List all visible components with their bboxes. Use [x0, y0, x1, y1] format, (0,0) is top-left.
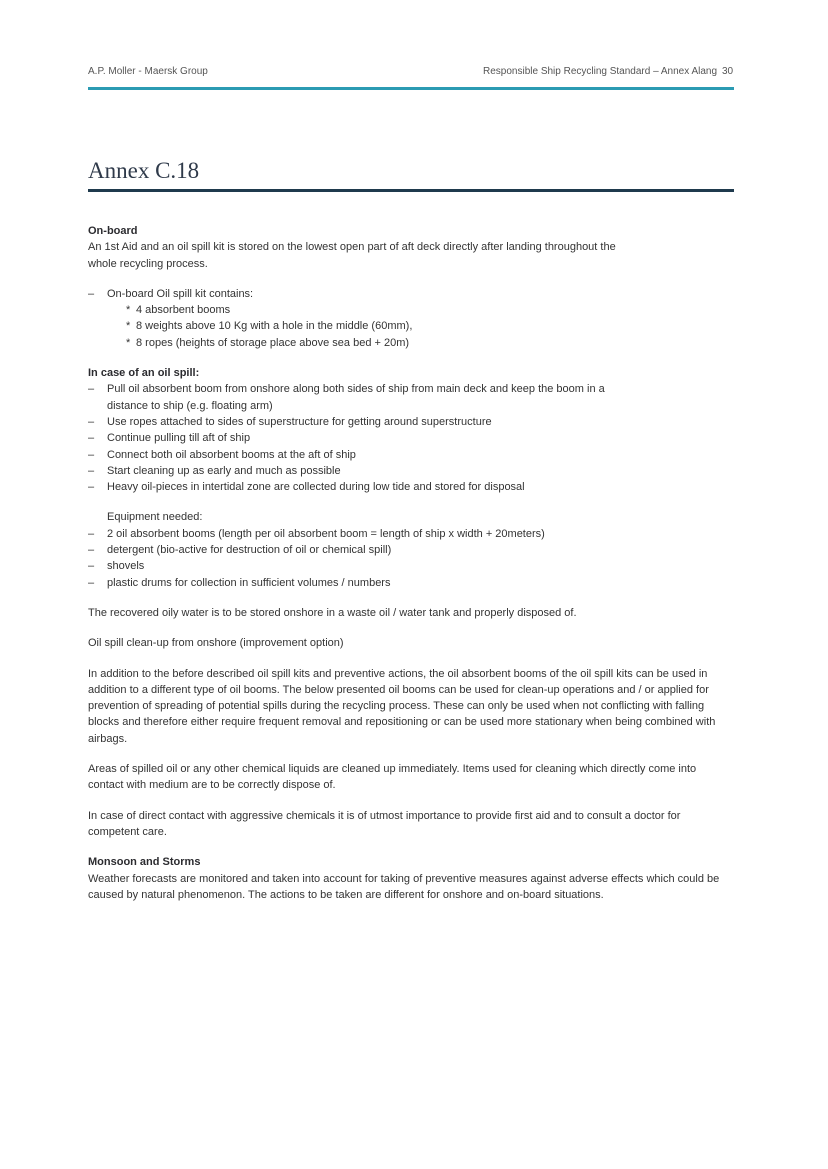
- monsoon-section: [88, 854, 734, 903]
- header-company: A.P. Moller - Maersk Group: [88, 66, 208, 77]
- equipment-heading: Equipment needed:: [107, 511, 203, 524]
- equipment-list: [88, 526, 734, 591]
- monsoon-text: Weather forecasts are monitored and taken into account for taking of preventive measures against adverse effects which could be caused by natural phenomenon. The actions to be taken are different for onshore and on-board situations.: [88, 872, 720, 901]
- kit-list: [88, 286, 734, 351]
- monsoon-heading: Monsoon and Storms: [88, 856, 201, 869]
- kit-item: * 8 ropes (heights of storage place above sea bed + 20m): [126, 335, 734, 351]
- areas-paragraph: Areas of spilled oil or any other chemical liquids are cleaned up immediately. Items used for cleaning which directly come into contact with medium are to be correctly dispose of.: [88, 763, 697, 792]
- equipment-section: [88, 509, 734, 590]
- title-rule: [88, 189, 734, 192]
- list-item: – Use ropes attached to sides of superstructure for getting around superstructure: [88, 414, 636, 430]
- kit-intro-text: On-board Oil spill kit contains:: [107, 287, 254, 300]
- list-item: – 2 oil absorbent booms (length per oil absorbent boom = length of ship x width + 20meters): [88, 526, 734, 542]
- list-item: – shovels: [88, 558, 734, 574]
- list-item: – Pull oil absorbent boom from onshore along both sides of ship from main deck and keep the boom in a distance to ship (e.g. floating arm): [88, 381, 636, 414]
- document-body: [88, 223, 734, 903]
- list-item: – plastic drums for collection in sufficient volumes / numbers: [88, 575, 734, 591]
- onboard-section: [88, 223, 734, 351]
- header-rule: [88, 87, 734, 90]
- list-item: – detergent (bio-active for destruction of oil or chemical spill): [88, 542, 734, 558]
- annex-title: Annex C.18: [88, 158, 200, 183]
- onboard-heading: On-board: [88, 225, 138, 237]
- header-document-title: Responsible Ship Recycling Standard – Annex Alang: [483, 66, 718, 77]
- recovered-water-paragraph: The recovered oily water is to be stored onshore in a waste oil / water tank and properly disposed of.: [88, 606, 577, 619]
- list-item: – Connect both oil absorbent booms at the aft of ship: [88, 447, 636, 463]
- page-number: 30: [722, 66, 734, 77]
- addition-paragraph: In addition to the before described oil spill kits and preventive actions, the oil absorbent booms of the oil spill kits can be used in addition to a different type of oil booms. The below presented oil booms can be used for clean-up operations and / or applied for prevention of spreading of potential spills during the recycling process. These can only be used when not conflicting with falling blocks and therefore either require frequent removal and repositioning or can be used more stationary when being combined with airbags.: [88, 667, 716, 745]
- kit-item: * 8 weights above 10 Kg with a hole in the middle (60mm),: [126, 318, 734, 334]
- list-item: – Continue pulling till aft of ship: [88, 430, 636, 446]
- cleanup-heading: Oil spill clean-up from onshore (improvement option): [88, 637, 344, 650]
- oil-spill-section: [88, 365, 734, 495]
- onboard-text: An 1st Aid and an oil spill kit is stored on the lowest open part of aft deck directly after landing throughout the whole recycling process.: [88, 241, 616, 270]
- kit-intro: [88, 286, 734, 351]
- list-item: – Heavy oil-pieces in intertidal zone are collected during low tide and stored for disposal: [88, 479, 636, 495]
- kit-item: * 4 absorbent booms: [126, 302, 734, 318]
- oil-spill-list: [88, 381, 636, 495]
- contact-paragraph: In case of direct contact with aggressive chemicals it is of utmost importance to provide first aid and to consult a doctor for competent care.: [88, 809, 681, 838]
- kit-items: [107, 302, 734, 351]
- oil-spill-heading: In case of an oil spill:: [88, 367, 200, 380]
- list-item: – Start cleaning up as early and much as possible: [88, 463, 636, 479]
